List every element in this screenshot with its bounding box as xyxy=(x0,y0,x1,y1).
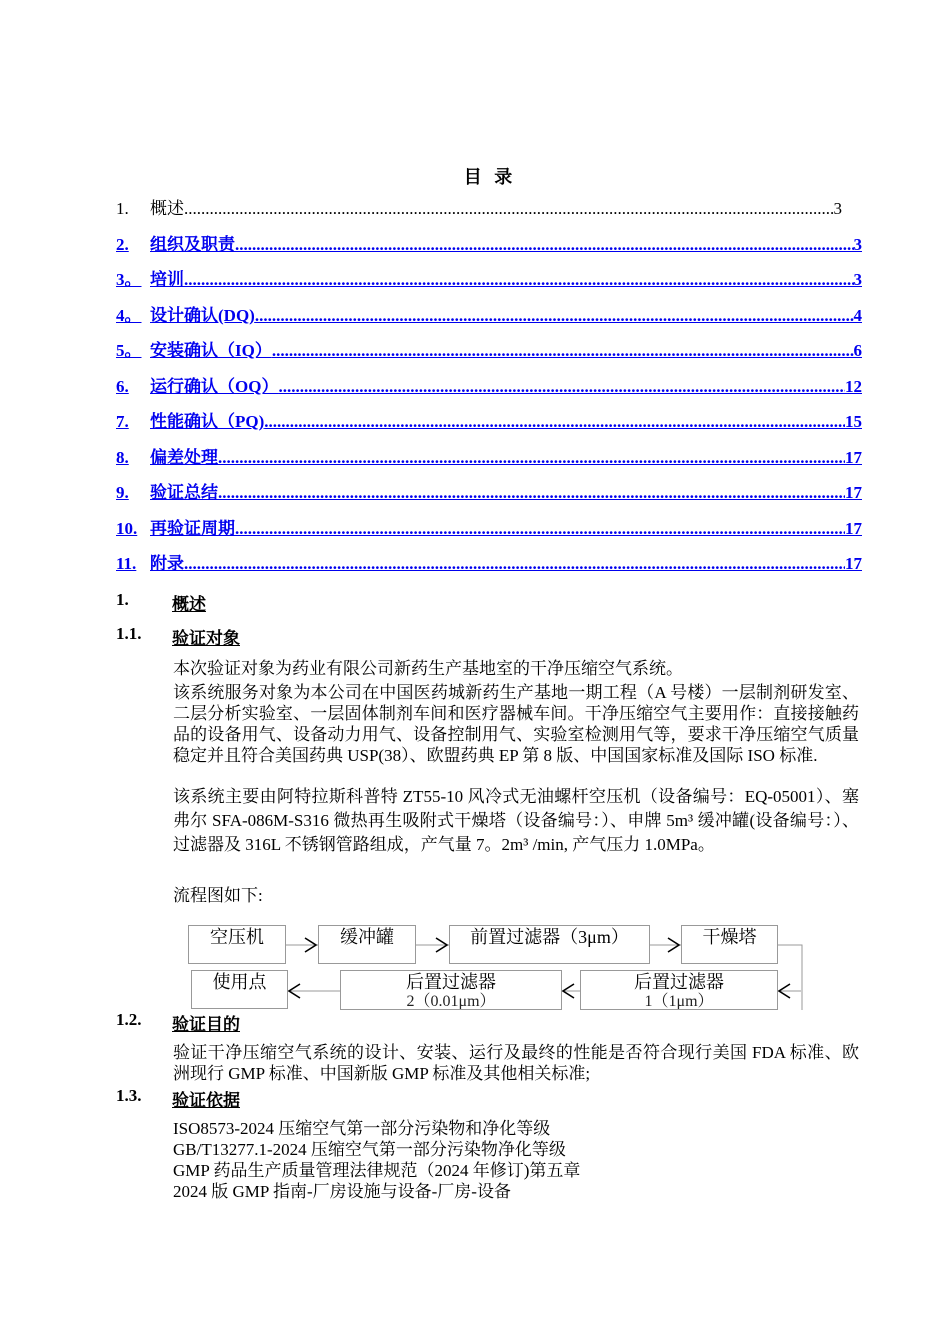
toc-entry-label: 再验证周期 xyxy=(150,519,235,538)
section-title: 概述 xyxy=(172,595,206,614)
toc-entry-number: 11. xyxy=(116,554,137,573)
toc-entry-page: 3 xyxy=(853,235,862,254)
flow-node-sublabel: 2（0.01μm） xyxy=(406,993,496,1010)
paragraph-object: 本次验证对象为药业有限公司新药生产基地室的干净压缩空气系统。 xyxy=(173,659,683,678)
toc-entry-label: 偏差处理 xyxy=(150,448,218,467)
toc-entry-number: 3。 xyxy=(116,270,142,289)
toc-entry-label: 组织及职责 xyxy=(150,235,235,254)
toc-entry-page: 17 xyxy=(845,483,862,502)
toc-entry-number: 10. xyxy=(116,519,138,538)
reference-item: GMP 药品生产质量管理法律规范（2024 年修订)第五章 xyxy=(173,1161,581,1180)
section-number: 1.2. xyxy=(116,1010,142,1029)
toc-entry-number: 4。 xyxy=(116,306,142,325)
toc-entry-number: 9. xyxy=(116,483,129,502)
flow-node-label: 缓冲罐 xyxy=(340,927,394,947)
flow-node-label: 使用点 xyxy=(212,972,267,992)
toc-entry-label: 附录 xyxy=(150,554,184,573)
toc-entry-page: 17 xyxy=(845,519,862,538)
toc-entry-number: 7. xyxy=(116,412,129,431)
flow-node-dryer xyxy=(681,925,778,964)
paragraph-flow-intro: 流程图如下: xyxy=(173,886,263,905)
toc-entry-page: 15 xyxy=(845,412,862,431)
paragraph-purpose: 验证干净压缩空气系统的设计、安装、运行及最终的性能是否符合现行美国 FDA 标准、欧洲现行 GMP 标准、中国新版 GMP 标准及其他相关标准; xyxy=(173,1043,859,1083)
flow-node-pre-filter xyxy=(449,925,650,964)
reference-item: 2024 版 GMP 指南-厂房设施与设备-厂房-设备 xyxy=(173,1182,511,1201)
toc-entry-label: 安装确认（IQ） xyxy=(150,341,272,360)
toc-entry-page: 17 xyxy=(845,554,862,573)
flow-node-use-point xyxy=(191,970,288,1009)
toc-entry-page: 3 xyxy=(833,199,842,218)
toc-title: 目 录 xyxy=(463,167,517,187)
toc-entry-number: 2. xyxy=(116,235,129,254)
paragraph-service-scope: 该系统服务对象为本公司在中国医药城新药生产基地一期工程（A 号楼）一层制剂研发室、二层分析实验室、一层固体制剂车间和医疗器械车间。干净压缩空气主要用作：直接接触药品的设备用气、设备动力用气、设备控制用气、实验室检测用气等，要求干净压缩空气质量稳定并且符合美国药典 USP(38）、欧盟药典 EP 第 8 版、中国国家标准及国际 ISO 标准. xyxy=(173,683,859,765)
toc-entry-number: 8. xyxy=(116,448,129,467)
section-number: 1.1. xyxy=(116,624,142,643)
toc-entry-page: 17 xyxy=(845,448,862,467)
toc-entry-label: 设计确认(DQ) xyxy=(150,306,255,325)
toc-entry-label: 运行确认（OQ） xyxy=(150,377,279,396)
reference-item: ISO8573-2024 压缩空气第一部分污染物和净化等级 xyxy=(173,1119,551,1138)
section-title: 验证依据 xyxy=(172,1091,240,1110)
reference-item: GB/T13277.1-2024 压缩空气第一部分污染物净化等级 xyxy=(173,1140,566,1159)
toc-entry-page: 12 xyxy=(845,377,862,396)
flow-node-buffer-tank xyxy=(318,925,416,964)
flow-node-label: 干燥塔 xyxy=(702,927,757,947)
section-title: 验证对象 xyxy=(172,629,240,648)
flow-node-post-filter-1 xyxy=(580,970,778,1010)
section-number: 1. xyxy=(116,590,129,609)
flow-node-compressor xyxy=(188,925,286,964)
toc-entry-label: 性能确认（PQ) xyxy=(150,412,265,431)
flow-node-post-filter-2 xyxy=(340,970,562,1010)
flow-node-label: 后置过滤器 xyxy=(634,972,724,992)
flow-node-label: 空压机 xyxy=(210,927,264,947)
toc-entry-number: 6. xyxy=(116,377,129,396)
toc-entry-label: 概述 xyxy=(150,199,184,218)
flow-node-sublabel: 1（1μm） xyxy=(644,993,714,1010)
toc-entry-label: 验证总结 xyxy=(150,483,218,502)
section-title: 验证目的 xyxy=(172,1015,240,1034)
reference-list xyxy=(173,1118,580,1202)
toc-entry-label: 培训 xyxy=(150,270,184,289)
toc-entry-number: 5。 xyxy=(116,341,142,360)
paragraph-system-composition: 该系统主要由阿特拉斯科普特 ZT55-10 风冷式无油螺杆空压机（设备编号：EQ-05001）、塞弗尔 SFA-086M-S316 微热再生吸附式干燥塔（设备编号：）、申牌 5m³ 缓冲罐(设备编号：）、过滤器及 316L 不锈钢管路组成，产气量 7。2m³ /min, 产气压力 1.0MPa。 xyxy=(173,787,859,854)
flow-node-label: 后置过滤器 xyxy=(406,972,496,992)
toc-entry-page: 3 xyxy=(853,270,862,289)
toc-entry-page: 4 xyxy=(853,306,862,325)
section-number: 1.3. xyxy=(116,1086,142,1105)
toc-entry-page: 6 xyxy=(853,341,862,360)
flow-node-label: 前置过滤器（3μm） xyxy=(470,927,629,947)
toc-entry-number: 1. xyxy=(116,199,129,218)
